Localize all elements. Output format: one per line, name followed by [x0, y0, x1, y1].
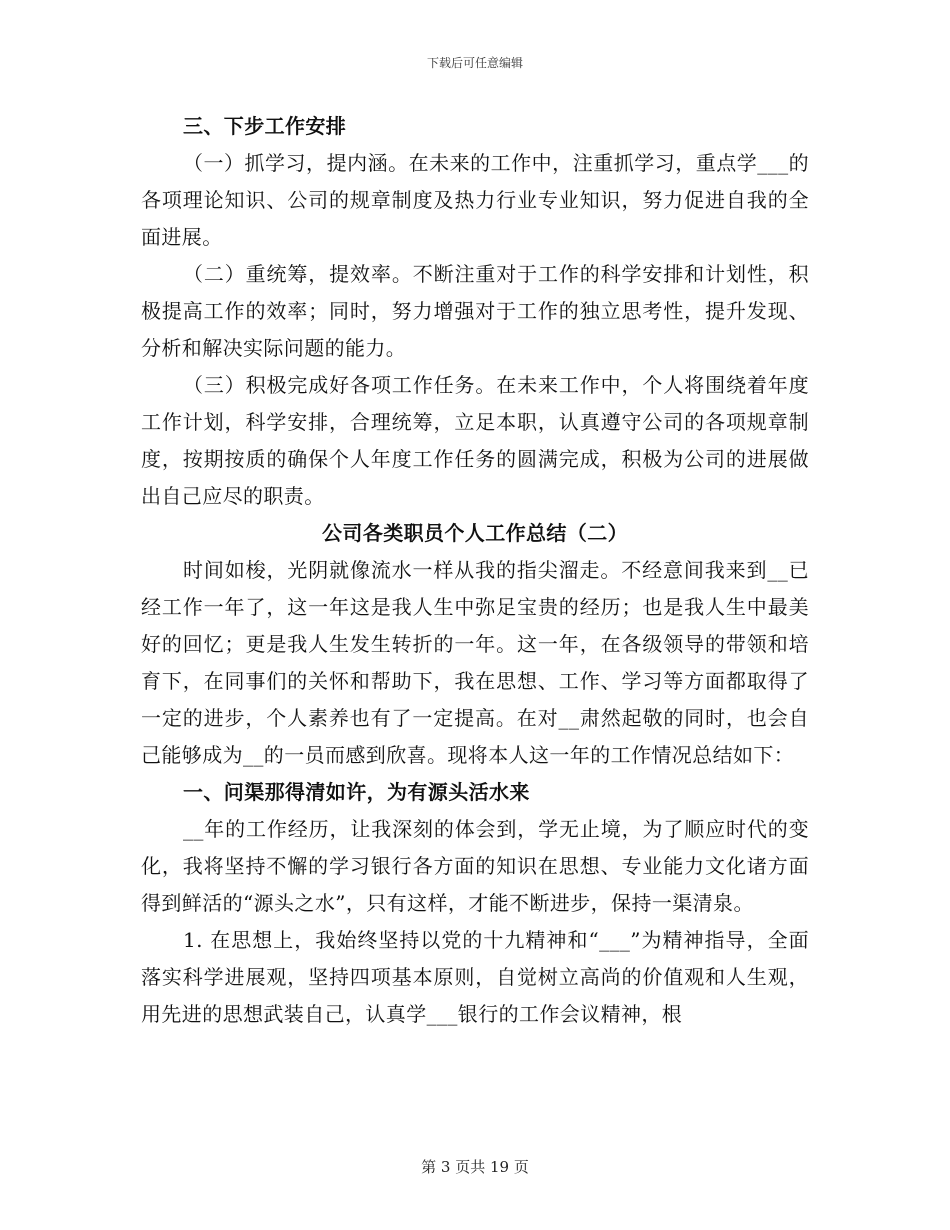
page-header: 下载后可任意编辑: [426, 56, 523, 70]
paragraph-study: （一）抓学习，提内涵。在未来的工作中，注重抓学习，重点学___的各项理论知识、公司的规章制度及热力行业专业知识，努力促进自我的全面进展。: [141, 151, 809, 249]
paragraph-ideology: 1. 在思想上，我始终坚持以党的十九精神和“___”为精神指导，全面落实科学进展观，坚持四项基本原则，自觉树立高尚的价值观和人生观，用先进的思想武装自己，认真学___银行的工作会议精神，根: [141, 928, 809, 1026]
document-title: 公司各类职员个人工作总结（二）: [322, 521, 628, 545]
document-body: [141, 108, 809, 1033]
page-footer: 第 3 页共 19 页: [421, 1158, 529, 1176]
paragraph-intro: 时间如梭，光阴就像流水一样从我的指尖溜走。不经意间我来到__已经工作一年了，这一年这是我人生中弥足宝贵的经历；也是我人生中最美好的回忆；更是我人生发生转折的一年。这一年，在各级领导的带领和培育下，在同事们的关怀和帮助下，我在思想、工作、学习等方面都取得了一定的进步，个人素养也有了一定提高。在对__肃然起敬的同时，也会自己能够成为__的一员而感到欣喜。现将本人这一年的工作情况总结如下：: [141, 558, 809, 767]
paragraph-tasks: （三）积极完成好各项工作任务。在未来工作中，个人将围绕着年度工作计划，科学安排，合理统筹，立足本职，认真遵守公司的各项规章制度，按期按质的确保个人年度工作任务的圆满完成，积极为公司的进展做出自己应尽的职责。: [141, 373, 809, 508]
section-heading-next-steps: 三、下步工作安排: [183, 114, 347, 138]
paragraph-experience: __年的工作经历，让我深刻的体会到，学无止境，为了顺应时代的变化，我将坚持不懈的学习银行各方面的知识在思想、专业能力文化诸方面得到鲜活的“源头之水”，只有这样，才能不断进步，保持一渠清泉。: [141, 817, 809, 915]
paragraph-efficiency: （二）重统筹，提效率。不断注重对于工作的科学安排和计划性，积极提高工作的效率；同时，努力增强对于工作的独立思考性，提升发现、分析和解决实际问题的能力。: [141, 262, 809, 360]
section-heading-learning: 一、问渠那得清如许，为有源头活水来: [183, 780, 530, 804]
